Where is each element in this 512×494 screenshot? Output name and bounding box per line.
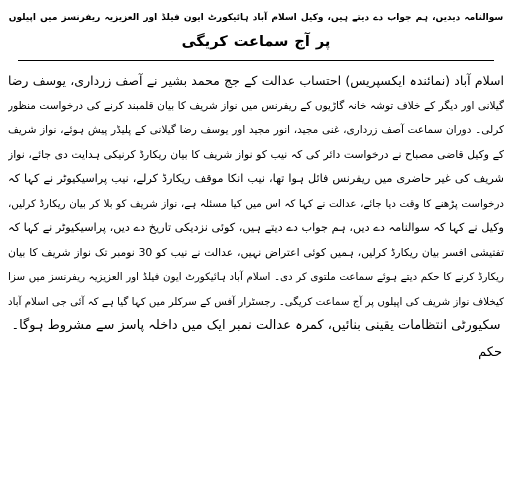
divider: [18, 60, 494, 61]
headline: [8, 6, 504, 54]
article-body: [8, 69, 504, 339]
body-line: کے وکیل قاضی مصباح نے درخواست دائر کی کہ نیب کو نواز شریف کا بیان ریکارڈ کرنیکی ہدایت دی جائے، نواز: [8, 147, 504, 161]
body-line: ریکارڈ کرنے کا حکم دیتے ہوئے سماعت ملتوی کر دی۔ اسلام آباد ہائیکورٹ ایون فیلڈ اور العزیزیہ ریفرنسز میں سزا: [8, 271, 504, 283]
signoff: حکم: [478, 344, 502, 360]
body-line: درخواست پڑھنے کا وقت دیا جائے، عدالت نے کہا کہ اس میں کیا مسئلہ ہے، نواز شریف کو بلا کر بیان ریکارڈ کرلیں،: [8, 197, 504, 210]
body-line: گیلانی اور دیگر کے خلاف توشہ خانہ گاڑیوں کے ریفرنس میں نواز شریف کا بیان قلمبند کرنے کی درخواست منظور: [8, 99, 504, 112]
body-line: شریف کی غیر حاضری میں ریفرنس فائل ہوا تھا، نیب انکا موقف ریکارڈ کرلے، نیب پراسیکیوٹر نے کہا کہ: [8, 172, 504, 185]
headline-line: پر آج سماعت کریگی: [181, 34, 331, 50]
body-line: کیخلاف نواز شریف کی اپیلوں پر آج سماعت کریگی۔ رجسٹرار آفس کے سرکلر میں کہا گیا ہے کہ آئی جی اسلام آباد: [8, 295, 504, 308]
body-line: کرلی۔ دوران سماعت آصف زرداری، غنی مجید، انور مجید اور یوسف رضا گیلانی کے پلیڈر پیش ہوئے، نواز شریف: [8, 124, 504, 136]
body-line: اسلام آباد (نمائندہ ایکسپریس) احتساب عدالت کے جج محمد بشیر نے آصف زرداری، یوسف رضا: [8, 73, 504, 88]
headline-line: سوالنامہ دیدیں، ہم جواب دے دیتے ہیں، وکیل اسلام آباد ہائیکورٹ ایون فیلڈ اور العزیزیہ ریفرنسز میں اپیلوں: [8, 13, 504, 23]
body-line: تفتیشی افسر بیان ریکارڈ کرلیں، ہمیں کوئی اعتراض نہیں، عدالت نے نیب کو 30 نومبر تک نواز شریف کا بیان: [8, 245, 504, 259]
body-line: سکیورٹی انتظامات یقینی بنائیں، کمرہ عدالت نمبر ایک میں داخلہ پاسز سے مشروط ہوگا۔: [11, 318, 501, 333]
body-line: وکیل نے کہا کہ سوالنامہ دے دیں، ہم جواب دے دیتے ہیں، کوئی نزدیکی تاریخ دے دیں، پراسیکیوٹر نے کہا کہ: [8, 221, 504, 234]
